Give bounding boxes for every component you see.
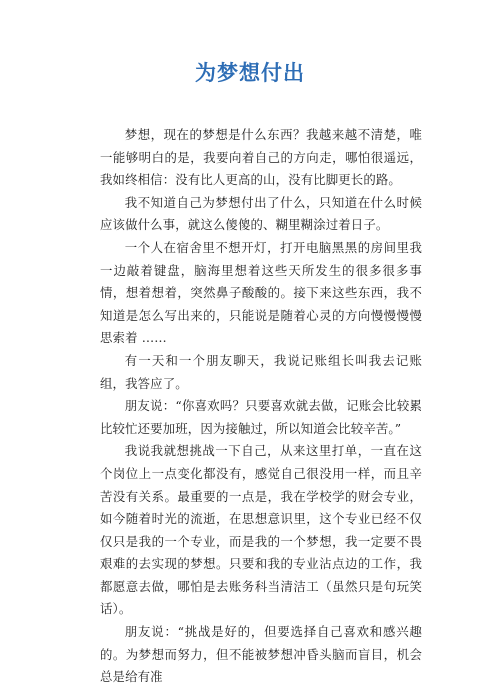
paragraph: 梦想，现在的梦想是什么东西？我越来越不清楚，唯一能够明白的是，我要向着自己的方向走，哪怕很遥远，我如终相信：没有比人更高的山，没有比脚更长的路。 [100, 127, 422, 188]
paragraph: 我不知道自己为梦想付出了什么，只知道在什么时候应该做什么事，就这么傻傻的、糊里糊涂过着日子。 [100, 194, 422, 233]
paragraph: 有一天和一个朋友聊天，我说记账组长叫我去记账组，我答应了。 [100, 352, 422, 391]
paragraph: 一个人在宿舍里不想开灯，打开电脑黑黑的房间里我一边敲着键盘，脑海里想着这些天所发生的很多很多事情，想着想着，突然鼻子酸酸的。接下来这些东西，我不知道是怎么写出来的，只能说是随着心灵的方向慢慢慢慢思索着 …… [100, 239, 422, 346]
paragraph: 我说我就想挑战一下自己，从来这里打单，一直在这个岗位上一点变化都没有，感觉自己很没用一样，而且辛苦没有关系。最重要的一点是，我在学校学的财会专业，如今随着时光的流逝，在思想意识里，这个专业已经不仅仅只是我的一个专业，而是我的一个梦想，我一定要不畏艰难的去实现的梦想。只要和我的专业沾点边的工作，我都愿意去做，哪怕是去账务科当清洁工（虽然只是句玩笑话）。 [100, 443, 422, 617]
paragraph: 朋友说：“挑战是好的，但要选择自己喜欢和感兴趣的。为梦想而努力，但不能被梦想冲昏头脑而盲目，机会总是给有准 [100, 624, 422, 685]
document-body [100, 124, 422, 689]
paragraph: 朋友说：“你喜欢吗？只要喜欢就去做，记账会比较累比较忙还要加班，因为接触过，所以知道会比较辛苦。” [100, 398, 422, 436]
document-title: 为梦想付出 [195, 61, 305, 85]
